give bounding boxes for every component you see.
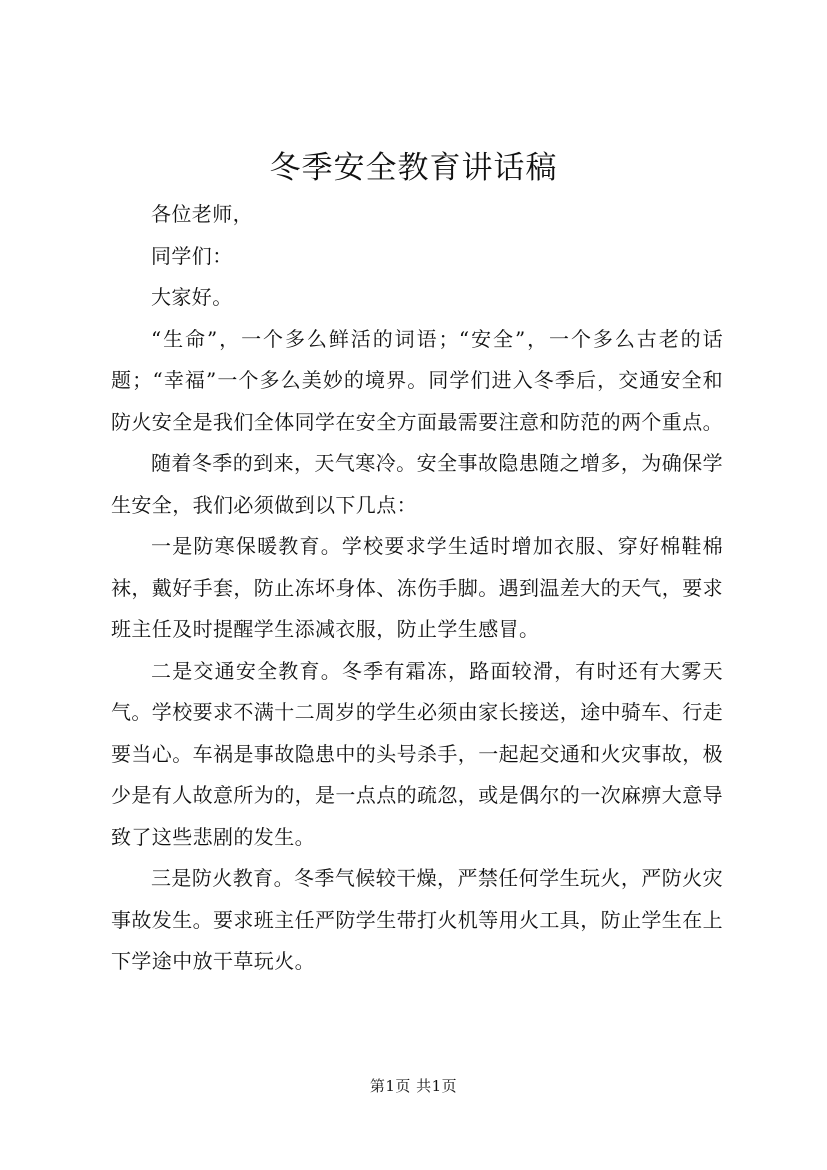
document-body: [111, 194, 723, 983]
page-number-footer: 第1页 共1页: [369, 1077, 458, 1095]
paragraph-point-cold-protection: 一是防寒保暖教育。学校要求学生适时增加衣服、穿好棉鞋棉袜，戴好手套，防止冻坏身体、冻伤手脚。遇到温差大的天气，要求班主任及时提醒学生添减衣服，防止学生感冒。: [111, 534, 723, 641]
paragraph-hello: 大家好。: [151, 285, 233, 309]
document-title: 冬季安全教育讲话稿: [269, 150, 558, 186]
paragraph-point-fire-safety: 三是防火教育。冬季气候较干燥，严禁任何学生玩火，严防火灾事故发生。要求班主任严防学生带打火机等用火工具，防止学生在上下学途中放干草玩火。: [111, 866, 723, 973]
paragraph-greeting-teachers: 各位老师，: [151, 202, 253, 226]
paragraph-winter-arrival: 随着冬季的到来，天气寒冷。安全事故隐患随之增多，为确保学生安全，我们必须做到以下几点：: [111, 451, 723, 517]
paragraph-intro: “生命”，一个多么鲜活的词语；“安全”，一个多么古老的话题；“幸福”一个多么美妙的境界。同学们进入冬季后，交通安全和防火安全是我们全体同学在安全方面最需要注意和防范的两个重点。: [111, 326, 723, 434]
paragraph-point-traffic-safety: 二是交通安全教育。冬季有霜冻，路面较滑，有时还有大雾天气。学校要求不满十二周岁的学生必须由家长接送，途中骑车、行走要当心。车祸是事故隐患中的头号杀手，一起起交通和火灾事故，极少是有人故意所为的，是一点点的疏忽，或是偶尔的一次麻痹大意导致了这些悲剧的发生。: [111, 658, 723, 849]
paragraph-greeting-students: 同学们：: [151, 243, 233, 268]
